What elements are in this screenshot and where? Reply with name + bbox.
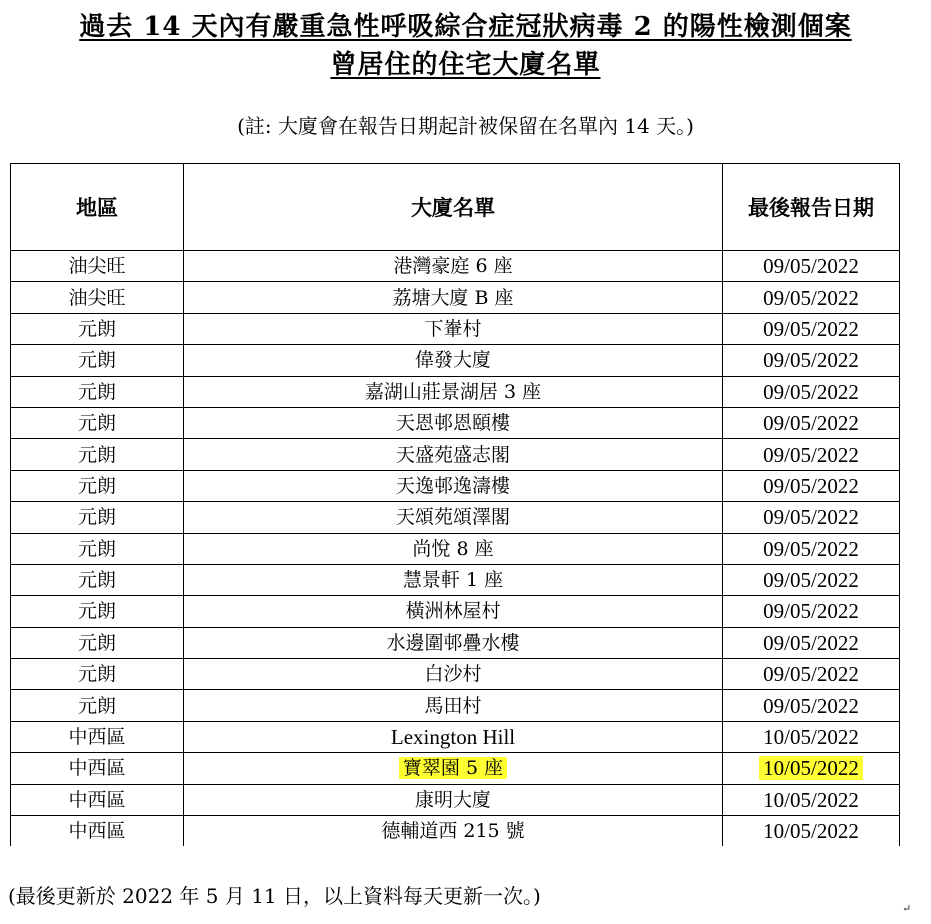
highlighted-date-text: 10/05/2022 [759,756,863,780]
district-cell: 元朗 [11,627,184,658]
district-cell: 中西區 [11,753,184,784]
date-cell: 09/05/2022 [723,596,900,627]
highlighted-building-text: 寶翠園 5 座 [399,757,507,779]
table-row [11,376,900,407]
table-row [11,439,900,470]
table-body [11,251,900,847]
district-cell: 元朗 [11,376,184,407]
table-row [11,564,900,595]
district-cell: 元朗 [11,690,184,721]
table-row [11,251,900,282]
table-header-row [11,164,900,251]
district-cell: 油尖旺 [11,251,184,282]
building-cell: 荔塘大廈 B 座 [184,282,723,313]
building-cell: 天盛苑盛志閣 [184,439,723,470]
date-cell: 09/05/2022 [723,627,900,658]
building-cell: Lexington Hill [184,721,723,752]
building-list-table [10,163,900,846]
table-row [11,282,900,313]
table-row [11,533,900,564]
date-cell: 09/05/2022 [723,251,900,282]
building-cell: 德輔道西 215 號 [184,816,723,847]
date-cell: 09/05/2022 [723,439,900,470]
date-cell: 09/05/2022 [723,345,900,376]
building-cell: 嘉湖山莊景湖居 3 座 [184,376,723,407]
building-cell: 馬田村 [184,690,723,721]
table-row [11,596,900,627]
district-cell: 元朗 [11,439,184,470]
building-cell [184,753,723,784]
date-cell: 10/05/2022 [723,816,900,847]
district-cell: 中西區 [11,816,184,847]
building-cell: 港灣豪庭 6 座 [184,251,723,282]
district-cell: 元朗 [11,659,184,690]
table-row [11,502,900,533]
table-row [11,784,900,815]
district-cell: 元朗 [11,533,184,564]
building-cell: 水邊圍邨疊水樓 [184,627,723,658]
date-cell: 09/05/2022 [723,533,900,564]
table-row [11,627,900,658]
table-row [11,690,900,721]
district-cell: 元朗 [11,502,184,533]
document-title-line-2: 曾居住的住宅大廈名單 [330,50,601,80]
date-cell: 10/05/2022 [723,784,900,815]
district-cell: 中西區 [11,784,184,815]
date-cell: 09/05/2022 [723,313,900,344]
district-cell: 元朗 [11,407,184,438]
table-row [11,470,900,501]
header-building-list: 大廈名單 [184,164,723,251]
date-cell: 09/05/2022 [723,282,900,313]
building-cell: 天恩邨恩頤樓 [184,407,723,438]
date-cell: 09/05/2022 [723,690,900,721]
table-row [11,753,900,784]
date-cell: 09/05/2022 [723,376,900,407]
building-cell: 白沙村 [184,659,723,690]
date-cell: 10/05/2022 [723,721,900,752]
building-cell: 尚悅 8 座 [184,533,723,564]
date-cell: 09/05/2022 [723,659,900,690]
district-cell: 元朗 [11,313,184,344]
building-cell: 慧景軒 1 座 [184,564,723,595]
district-cell: 元朗 [11,564,184,595]
district-cell: 元朗 [11,596,184,627]
document-title-line-1: 過去 14 天內有嚴重急性呼吸綜合症冠狀病毒 2 的陽性檢測個案 [79,12,852,42]
date-cell: 09/05/2022 [723,407,900,438]
district-cell: 元朗 [11,470,184,501]
district-cell: 油尖旺 [11,282,184,313]
header-last-report-date: 最後報告日期 [723,164,900,251]
date-cell: 09/05/2022 [723,470,900,501]
date-cell: 09/05/2022 [723,564,900,595]
building-cell: 康明大廈 [184,784,723,815]
date-cell: 09/05/2022 [723,502,900,533]
district-cell: 中西區 [11,721,184,752]
building-cell: 天逸邨逸濤樓 [184,470,723,501]
table-row [11,345,900,376]
last-updated-footer: (最後更新於 2022 年 5 月 11 日，以上資料每天更新一次。) [8,884,541,908]
district-cell: 元朗 [11,345,184,376]
building-cell: 下輋村 [184,313,723,344]
paragraph-mark-icon: ↵ [902,902,912,915]
header-district: 地區 [11,164,184,251]
table-row [11,659,900,690]
building-cell: 橫洲林屋村 [184,596,723,627]
building-cell: 偉發大廈 [184,345,723,376]
retention-note: (註: 大廈會在報告日期起計被保留在名單內 14 天。) [237,114,694,138]
date-cell [723,753,900,784]
table-row [11,721,900,752]
building-cell: 天頌苑頌澤閣 [184,502,723,533]
table-row [11,816,900,847]
table-row [11,313,900,344]
table-row [11,407,900,438]
